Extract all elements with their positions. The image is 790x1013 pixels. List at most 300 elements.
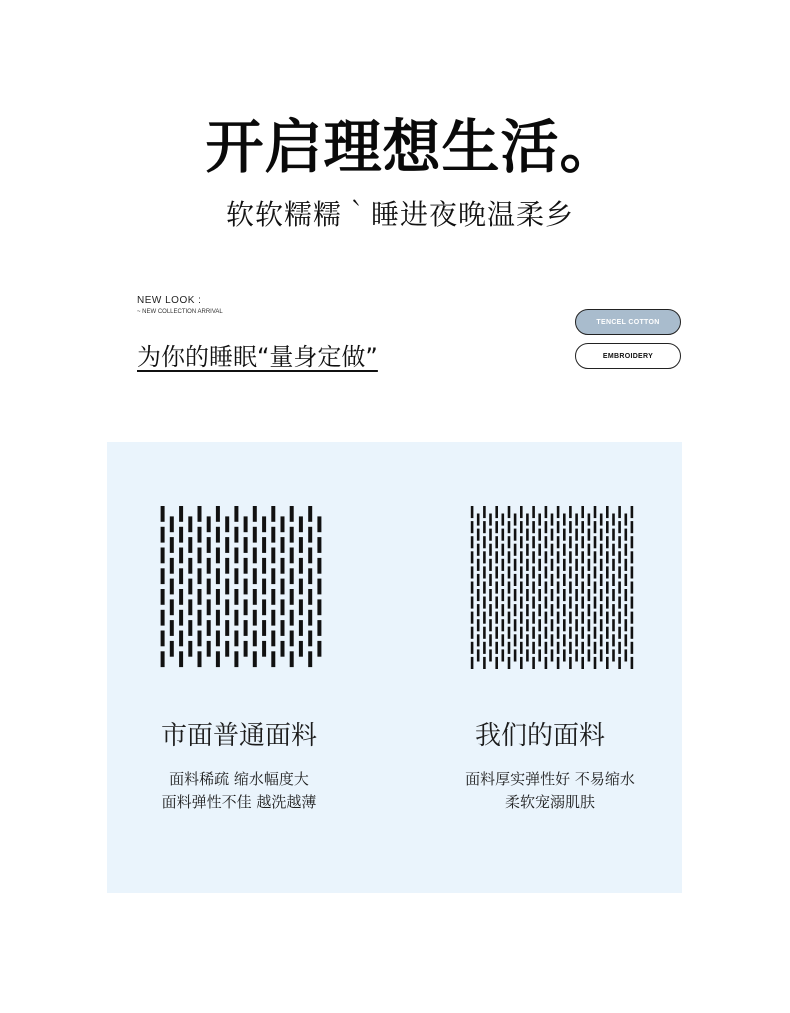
weave-thread (299, 620, 303, 636)
weave-thread (514, 529, 517, 541)
weave-thread (631, 597, 634, 609)
weave-thread (271, 651, 275, 667)
weave-thread (538, 514, 541, 526)
weave-thread (281, 516, 285, 532)
weave-thread (594, 536, 597, 548)
weave-thread (551, 559, 554, 571)
weave-thread (618, 627, 621, 639)
weave-thread (588, 514, 591, 526)
weave-thread (526, 619, 529, 631)
tag-tencel-cotton: TENCEL COTTON (575, 309, 681, 335)
weave-thread (526, 574, 529, 586)
weave-thread (179, 589, 183, 605)
weave-thread (588, 589, 591, 601)
weave-thread (618, 521, 621, 533)
weave-thread (520, 566, 523, 578)
weave-thread (271, 589, 275, 605)
weave-thread (471, 657, 474, 669)
weave-thread (290, 631, 294, 647)
weave-thread (569, 627, 572, 639)
new-look-label: NEW LOOK : (137, 295, 202, 306)
weave-thread (575, 619, 578, 631)
weave-thread (471, 521, 474, 533)
weave-thread (581, 521, 584, 533)
weave-thread (495, 566, 498, 578)
weave-thread (526, 529, 529, 541)
weave-thread (551, 574, 554, 586)
weave-thread (631, 627, 634, 639)
weave-thread (502, 559, 505, 571)
weave-thread (225, 558, 229, 574)
weave-thread (308, 506, 312, 522)
weave-thread (170, 537, 174, 553)
weave-thread (514, 559, 517, 571)
weave-thread (262, 579, 266, 595)
weave-thread (471, 582, 474, 594)
weave-thread (262, 558, 266, 574)
weave-thread (569, 521, 572, 533)
weave-thread (495, 597, 498, 609)
weave-thread (618, 597, 621, 609)
weave-thread (188, 537, 192, 553)
weave-thread (532, 566, 535, 578)
weave-thread (631, 536, 634, 548)
weave-thread (588, 559, 591, 571)
weave-thread (631, 566, 634, 578)
weave-thread (299, 516, 303, 532)
weave-thread (489, 619, 492, 631)
weave-thread (588, 604, 591, 616)
weave-thread (545, 521, 548, 533)
weave-thread (612, 589, 615, 601)
weave-thread (483, 506, 486, 518)
weave-thread (207, 537, 211, 553)
weave-thread (532, 627, 535, 639)
weave-thread (161, 610, 165, 626)
weave-thread (588, 544, 591, 556)
weave-thread (618, 657, 621, 669)
weave-thread (188, 516, 192, 532)
weave-thread (207, 599, 211, 615)
weave-thread (244, 641, 248, 657)
weave-thread (600, 574, 603, 586)
weave-thread (471, 551, 474, 563)
weave-thread (594, 657, 597, 669)
weave-thread (477, 529, 480, 541)
weave-thread (198, 651, 202, 667)
weave-thread (612, 544, 615, 556)
hero-subtitle: 软软糯糯｀睡进夜晚温柔乡 (225, 198, 574, 231)
comparison-panel (107, 442, 682, 893)
weave-thread (198, 568, 202, 584)
weave-thread (170, 558, 174, 574)
weave-thread (594, 551, 597, 563)
weave-thread (495, 627, 498, 639)
weave-thread (625, 649, 628, 661)
weave-thread (253, 568, 257, 584)
weave-thread (471, 566, 474, 578)
weave-thread (588, 619, 591, 631)
weave-thread (317, 599, 321, 615)
weave-thread (545, 551, 548, 563)
weave-thread (514, 544, 517, 556)
weave-thread (244, 599, 248, 615)
weave-thread (508, 506, 511, 518)
weave-thread (483, 536, 486, 548)
weave-thread (581, 642, 584, 654)
weave-thread (551, 649, 554, 661)
weave-thread (317, 641, 321, 657)
weave-thread (281, 537, 285, 553)
weave-thread (625, 559, 628, 571)
weave-thread (625, 619, 628, 631)
weave-thread (581, 612, 584, 624)
weave-thread (308, 631, 312, 647)
weave-thread (502, 589, 505, 601)
common-fabric-swatch (158, 506, 324, 672)
weave-thread (612, 634, 615, 646)
weave-thread (290, 506, 294, 522)
weave-thread (170, 599, 174, 615)
weave-thread (612, 514, 615, 526)
weave-thread (612, 649, 615, 661)
weave-thread (631, 506, 634, 518)
weave-thread (308, 568, 312, 584)
weave-thread (618, 642, 621, 654)
weave-thread (489, 604, 492, 616)
weave-thread (575, 604, 578, 616)
weave-thread (477, 634, 480, 646)
weave-thread (594, 612, 597, 624)
weave-thread (514, 649, 517, 661)
weave-thread (563, 529, 566, 541)
weave-thread (299, 599, 303, 615)
weave-thread (179, 651, 183, 667)
weave-thread (477, 649, 480, 661)
our-fabric-desc-1: 面料厚实弹性好 不易缩水 (465, 770, 635, 788)
weave-thread (545, 566, 548, 578)
weave-thread (271, 631, 275, 647)
weave-thread (234, 548, 238, 564)
weave-thread (198, 589, 202, 605)
weave-thread (575, 559, 578, 571)
weave-thread (290, 548, 294, 564)
weave-thread (188, 599, 192, 615)
weave-thread (502, 604, 505, 616)
weave-thread (495, 642, 498, 654)
weave-thread (253, 651, 257, 667)
weave-thread (557, 582, 560, 594)
weave-thread (520, 657, 523, 669)
weave-thread (588, 634, 591, 646)
weave-thread (618, 536, 621, 548)
weave-thread (495, 536, 498, 548)
weave-thread (483, 551, 486, 563)
weave-thread (612, 559, 615, 571)
weave-thread (520, 627, 523, 639)
weave-thread (489, 514, 492, 526)
weave-thread (581, 506, 584, 518)
weave-thread (557, 521, 560, 533)
weave-thread (244, 579, 248, 595)
weave-thread (471, 627, 474, 639)
weave-thread (606, 582, 609, 594)
weave-thread (551, 589, 554, 601)
weave-thread (317, 620, 321, 636)
weave-thread (477, 544, 480, 556)
weave-thread (308, 589, 312, 605)
weave-thread (483, 566, 486, 578)
our-fabric-desc-2: 柔软宠溺肌肤 (504, 793, 595, 811)
weave-thread (520, 536, 523, 548)
weave-thread (532, 551, 535, 563)
weave-thread (234, 589, 238, 605)
weave-thread (545, 657, 548, 669)
weave-thread (188, 620, 192, 636)
weave-thread (471, 597, 474, 609)
weave-thread (216, 589, 220, 605)
weave-thread (526, 634, 529, 646)
weave-thread (545, 597, 548, 609)
weave-thread (563, 574, 566, 586)
weave-thread (618, 506, 621, 518)
weave-thread (483, 657, 486, 669)
weave-thread (532, 506, 535, 518)
weave-thread (631, 642, 634, 654)
weave-thread (198, 506, 202, 522)
weave-thread (508, 551, 511, 563)
weave-thread (308, 610, 312, 626)
weave-thread (483, 612, 486, 624)
weave-thread (290, 651, 294, 667)
weave-thread (594, 506, 597, 518)
new-arrival-label: ~ NEW COLLECTION ARRIVAL (137, 309, 223, 315)
weave-thread (471, 536, 474, 548)
weave-thread (563, 514, 566, 526)
weave-thread (477, 574, 480, 586)
weave-thread (244, 537, 248, 553)
weave-thread (495, 612, 498, 624)
weave-thread (483, 582, 486, 594)
weave-thread (308, 527, 312, 543)
weave-thread (575, 514, 578, 526)
weave-thread (606, 627, 609, 639)
weave-thread (520, 612, 523, 624)
weave-thread (514, 604, 517, 616)
weave-thread (471, 612, 474, 624)
common-fabric-desc-1: 面料稀疏 缩水幅度大 (169, 770, 309, 788)
weave-thread (545, 642, 548, 654)
weave-thread (508, 642, 511, 654)
weave-thread (557, 627, 560, 639)
weave-thread (514, 619, 517, 631)
weave-thread (299, 579, 303, 595)
weave-thread (216, 568, 220, 584)
weave-thread (551, 529, 554, 541)
weave-thread (216, 610, 220, 626)
weave-thread (179, 610, 183, 626)
weave-thread (631, 657, 634, 669)
weave-thread (557, 551, 560, 563)
weave-thread (471, 506, 474, 518)
weave-thread (489, 589, 492, 601)
weave-thread (532, 536, 535, 548)
weave-thread (170, 579, 174, 595)
weave-thread (545, 536, 548, 548)
weave-thread (299, 558, 303, 574)
weave-thread (612, 619, 615, 631)
weave-thread (225, 579, 229, 595)
weave-thread (502, 649, 505, 661)
weave-thread (161, 589, 165, 605)
weave-thread (271, 506, 275, 522)
weave-thread (161, 527, 165, 543)
weave-thread (606, 551, 609, 563)
weave-thread (514, 634, 517, 646)
weave-thread (483, 597, 486, 609)
weave-thread (253, 589, 257, 605)
weave-thread (631, 612, 634, 624)
weave-thread (600, 634, 603, 646)
weave-thread (477, 619, 480, 631)
weave-thread (545, 506, 548, 518)
weave-thread (262, 537, 266, 553)
weave-thread (581, 627, 584, 639)
weave-thread (600, 589, 603, 601)
weave-thread (489, 529, 492, 541)
weave-thread (600, 649, 603, 661)
weave-thread (526, 589, 529, 601)
weave-thread (281, 599, 285, 615)
weave-thread (625, 634, 628, 646)
weave-thread (477, 589, 480, 601)
weave-thread (581, 582, 584, 594)
weave-thread (594, 521, 597, 533)
weave-thread (508, 657, 511, 669)
weave-thread (244, 516, 248, 532)
weave-thread (216, 651, 220, 667)
weave-thread (198, 527, 202, 543)
weave-thread (631, 582, 634, 594)
weave-thread (514, 514, 517, 526)
weave-thread (557, 642, 560, 654)
weave-thread (234, 631, 238, 647)
weave-thread (216, 548, 220, 564)
weave-thread (508, 566, 511, 578)
weave-thread (207, 516, 211, 532)
weave-thread (588, 574, 591, 586)
weave-thread (489, 649, 492, 661)
tag-embroidery: EMBROIDERY (575, 343, 681, 369)
weave-thread (234, 610, 238, 626)
weave-thread (594, 597, 597, 609)
weave-thread (569, 657, 572, 669)
weave-thread (483, 642, 486, 654)
weave-thread (253, 610, 257, 626)
weave-thread (569, 582, 572, 594)
weave-thread (234, 506, 238, 522)
weave-thread (477, 604, 480, 616)
weave-thread (179, 631, 183, 647)
weave-thread (581, 566, 584, 578)
weave-thread (581, 536, 584, 548)
weave-thread (551, 514, 554, 526)
weave-thread (281, 641, 285, 657)
weave-thread (625, 544, 628, 556)
weave-thread (588, 529, 591, 541)
weave-thread (508, 521, 511, 533)
weave-thread (538, 619, 541, 631)
weave-thread (207, 620, 211, 636)
weave-thread (290, 610, 294, 626)
tagline: 为你的睡眠“量身定做” (137, 343, 378, 371)
weave-thread (581, 657, 584, 669)
weave-thread (502, 574, 505, 586)
weave-thread (625, 514, 628, 526)
weave-thread (575, 544, 578, 556)
common-fabric-desc-2: 面料弹性不佳 越洗越薄 (161, 793, 317, 811)
weave-thread (563, 634, 566, 646)
weave-thread (508, 627, 511, 639)
weave-thread (563, 604, 566, 616)
weave-thread (551, 604, 554, 616)
weave-thread (618, 551, 621, 563)
weave-thread (216, 506, 220, 522)
weave-thread (161, 651, 165, 667)
weave-thread (179, 506, 183, 522)
weave-thread (207, 558, 211, 574)
weave-thread (538, 559, 541, 571)
weave-thread (545, 582, 548, 594)
weave-thread (575, 529, 578, 541)
weave-thread (271, 548, 275, 564)
hero-title: 开启理想生活。 (205, 113, 619, 181)
weave-thread (234, 651, 238, 667)
weave-thread (538, 529, 541, 541)
weave-thread (594, 582, 597, 594)
weave-thread (557, 506, 560, 518)
weave-thread (575, 574, 578, 586)
weave-thread (225, 599, 229, 615)
weave-thread (198, 548, 202, 564)
weave-thread (161, 568, 165, 584)
weave-thread (606, 536, 609, 548)
weave-thread (483, 627, 486, 639)
weave-thread (612, 574, 615, 586)
weave-thread (253, 527, 257, 543)
weave-thread (557, 612, 560, 624)
weave-thread (188, 641, 192, 657)
weave-thread (569, 597, 572, 609)
weave-thread (170, 516, 174, 532)
weave-thread (253, 506, 257, 522)
weave-thread (161, 506, 165, 522)
weave-thread (526, 544, 529, 556)
weave-thread (308, 651, 312, 667)
weave-thread (495, 657, 498, 669)
weave-thread (625, 574, 628, 586)
weave-thread (508, 597, 511, 609)
weave-thread (520, 582, 523, 594)
weave-thread (600, 619, 603, 631)
weave-thread (526, 604, 529, 616)
weave-thread (508, 582, 511, 594)
weave-thread (520, 642, 523, 654)
weave-thread (532, 612, 535, 624)
weave-thread (606, 521, 609, 533)
weave-thread (253, 548, 257, 564)
weave-thread (483, 521, 486, 533)
